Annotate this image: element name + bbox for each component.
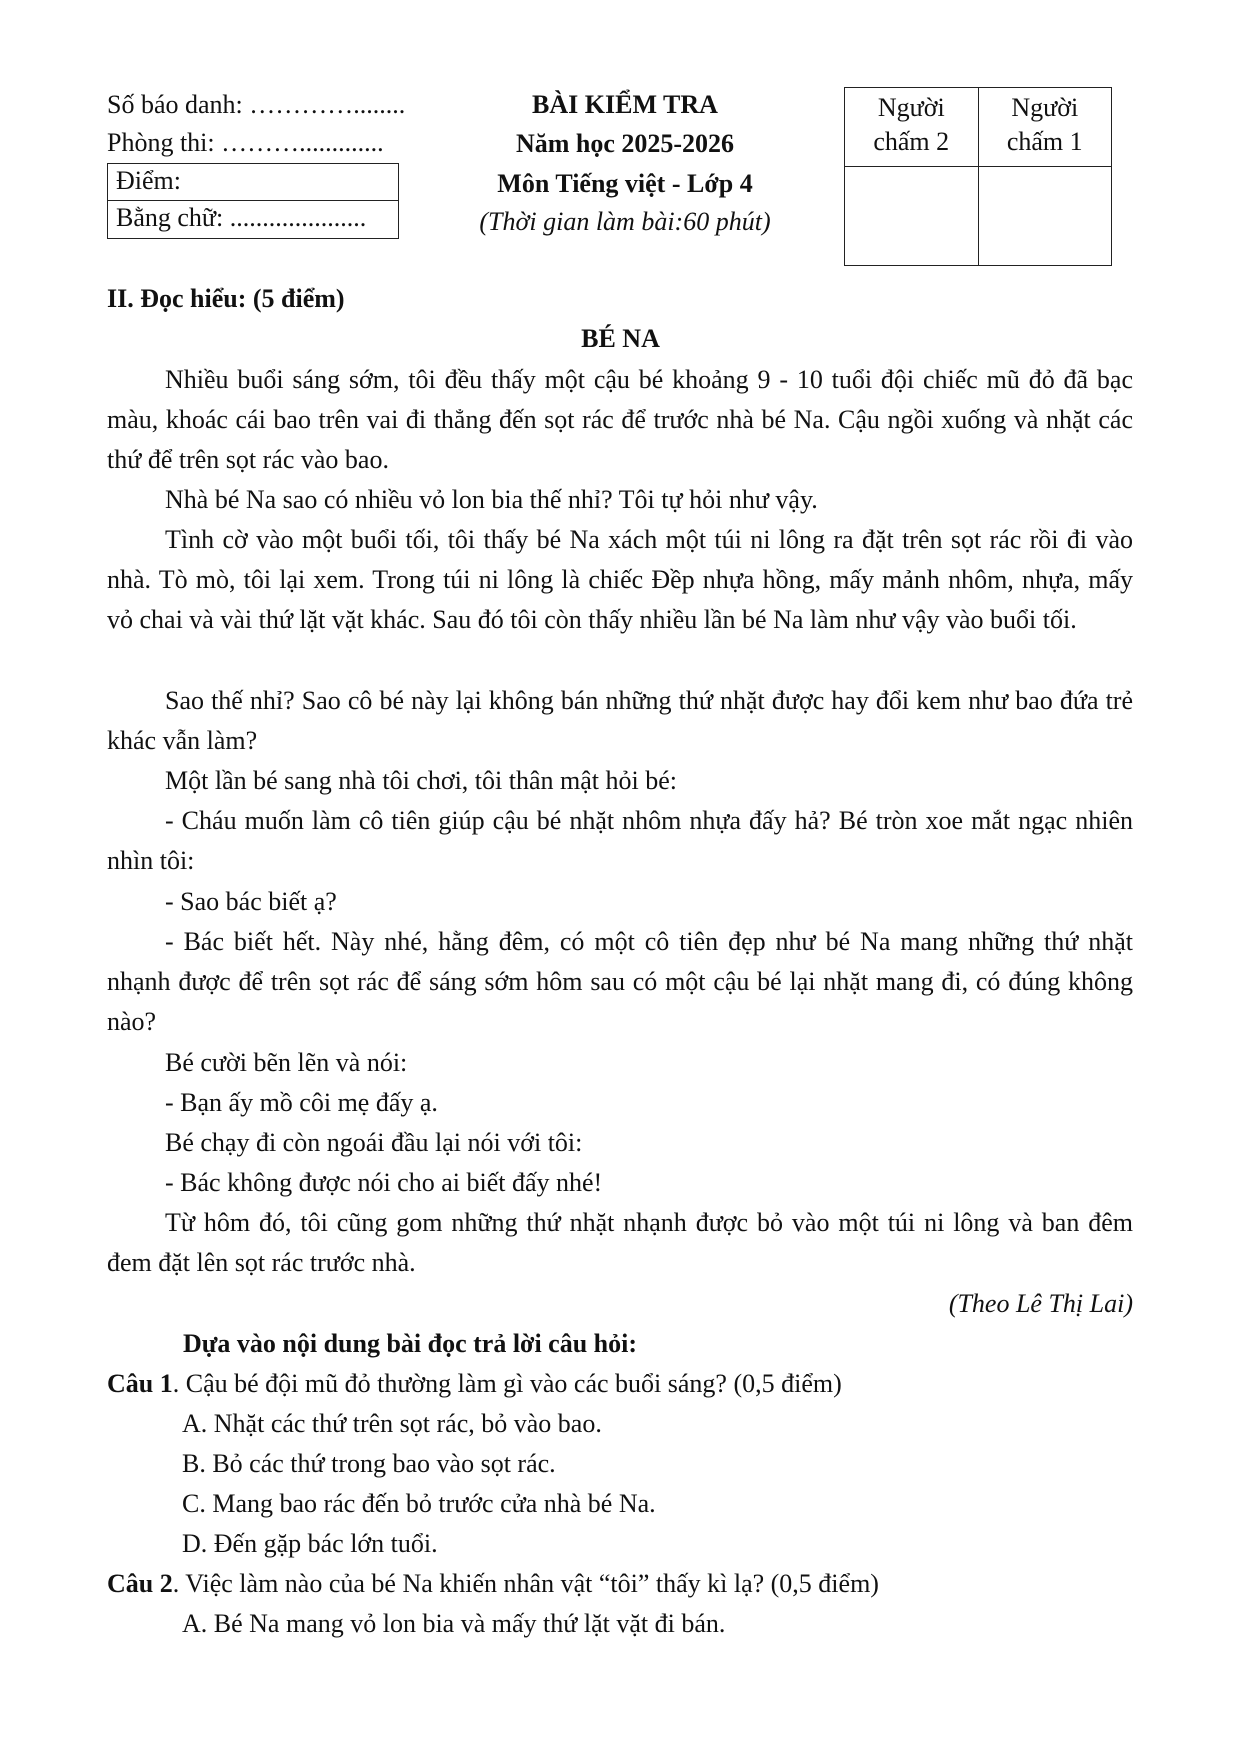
story-paragraph: Bé cười bẽn lẽn và nói: <box>165 1048 408 1077</box>
grader-2-header: Người chấm 2 <box>845 88 979 167</box>
question-label: Câu 2 <box>107 1569 173 1598</box>
score-box <box>107 163 399 239</box>
story-paragraph: Nhà bé Na sao có nhiều vỏ lon bia thế nhỉ? Tôi tự hỏi như vậy. <box>165 485 818 514</box>
question-1-option-c[interactable]: C. Mang bao rác đến bỏ trước cửa nhà bé Na. <box>182 1489 656 1518</box>
story-paragraph: Nhiều buổi sáng sớm, tôi đều thấy một cậu bé khoảng 9 - 10 tuổi đội chiếc mũ đỏ đã bạc màu, khoác cái bao trên vai đi thẳng đến sọt rác để trước nhà bé Na. Cậu ngồi xuống và nhặt các thứ để trên sọt rác vào bao. <box>107 365 1133 475</box>
story-paragraph: Sao thế nhỉ? Sao cô bé này lại không bán những thứ nhặt được hay đổi kem như bao đứa trẻ khác vẫn làm? <box>107 686 1133 756</box>
grader-1-header: Người chấm 1 <box>978 88 1112 167</box>
question-text: . Cậu bé đội mũ đỏ thường làm gì vào các buổi sáng? (0,5 điểm) <box>172 1369 842 1398</box>
grader-2-signature-cell <box>845 167 979 266</box>
question-1-option-d[interactable]: D. Đến gặp bác lớn tuổi. <box>182 1529 438 1558</box>
story-paragraph: Từ hôm đó, tôi cũng gom những thứ nhặt nhạnh được bỏ vào một túi ni lông và ban đêm đem đặt lên sọt rác trước nhà. <box>107 1208 1133 1278</box>
candidate-number-field: Số báo danh: …………........ <box>107 90 406 119</box>
story-paragraph: Một lần bé sang nhà tôi chơi, tôi thân mật hỏi bé: <box>165 766 677 795</box>
subject-line: Môn Tiếng việt - Lớp 4 <box>497 169 753 198</box>
story-paragraph: Tình cờ vào một buổi tối, tôi thấy bé Na xách một túi ni lông ra đặt trên sọt rác rồi đi vào nhà. Tò mò, tôi lại xem. Trong túi ni lông là chiếc Đềp nhựa hồng, mấy mảnh nhôm, nhựa, mấy vỏ chai và vài thứ lặt vặt khác. Sau đó tôi còn thấy nhiều lần bé Na làm như vậy vào buổi tối. <box>107 525 1133 635</box>
questions-instruction: Dựa vào nội dung bài đọc trả lời câu hỏi: <box>183 1329 638 1358</box>
story-title: BÉ NA <box>581 324 660 353</box>
story-paragraph: Bé chạy đi còn ngoái đầu lại nói với tôi: <box>165 1128 583 1157</box>
story-paragraph: - Bác biết hết. Này nhé, hằng đêm, có một cô tiên đẹp như bé Na mang những thứ nhặt nhạnh được để trên sọt rác để sáng sớm hôm sau có một cậu bé lại nhặt mang đi, có đúng không nào? <box>107 927 1133 1037</box>
exam-title: BÀI KIỂM TRA <box>532 90 718 119</box>
story-paragraph: - Sao bác biết ạ? <box>165 887 337 916</box>
question-2 <box>107 1569 879 1599</box>
question-label: Câu 1 <box>107 1369 173 1398</box>
grader-1-signature-cell <box>978 167 1112 266</box>
question-1 <box>107 1369 842 1399</box>
grader-table <box>844 87 1112 266</box>
question-2-option-a[interactable]: A. Bé Na mang vỏ lon bia và mấy thứ lặt vặt đi bán. <box>182 1609 726 1638</box>
question-1-option-a[interactable]: A. Nhặt các thứ trên sọt rác, bỏ vào bao. <box>182 1409 602 1438</box>
school-year: Năm học 2025-2026 <box>515 129 735 158</box>
story-source: (Theo Lê Thị Lai) <box>948 1289 1133 1318</box>
story-paragraph: - Bác không được nói cho ai biết đấy nhé! <box>165 1168 603 1197</box>
story-paragraph: - Cháu muốn làm cô tiên giúp cậu bé nhặt nhôm nhựa đấy hả? Bé tròn xoe mắt ngạc nhiên nhìn tôi: <box>107 806 1133 876</box>
score-label: Điểm: <box>108 164 398 201</box>
story-paragraph: - Bạn ấy mồ côi mẹ đấy ạ. <box>165 1088 438 1117</box>
exam-room-field: Phòng thi: ………............. <box>107 128 384 157</box>
question-text: . Việc làm nào của bé Na khiến nhân vật “tôi” thấy kì lạ? (0,5 điểm) <box>172 1569 879 1598</box>
score-in-words-label: Bằng chữ: ..................... <box>116 203 367 232</box>
section-heading: II. Đọc hiểu: (5 điểm) <box>107 284 345 313</box>
exam-duration: (Thời gian làm bài:60 phút) <box>479 207 771 236</box>
question-1-option-b[interactable]: B. Bỏ các thứ trong bao vào sọt rác. <box>182 1449 556 1478</box>
